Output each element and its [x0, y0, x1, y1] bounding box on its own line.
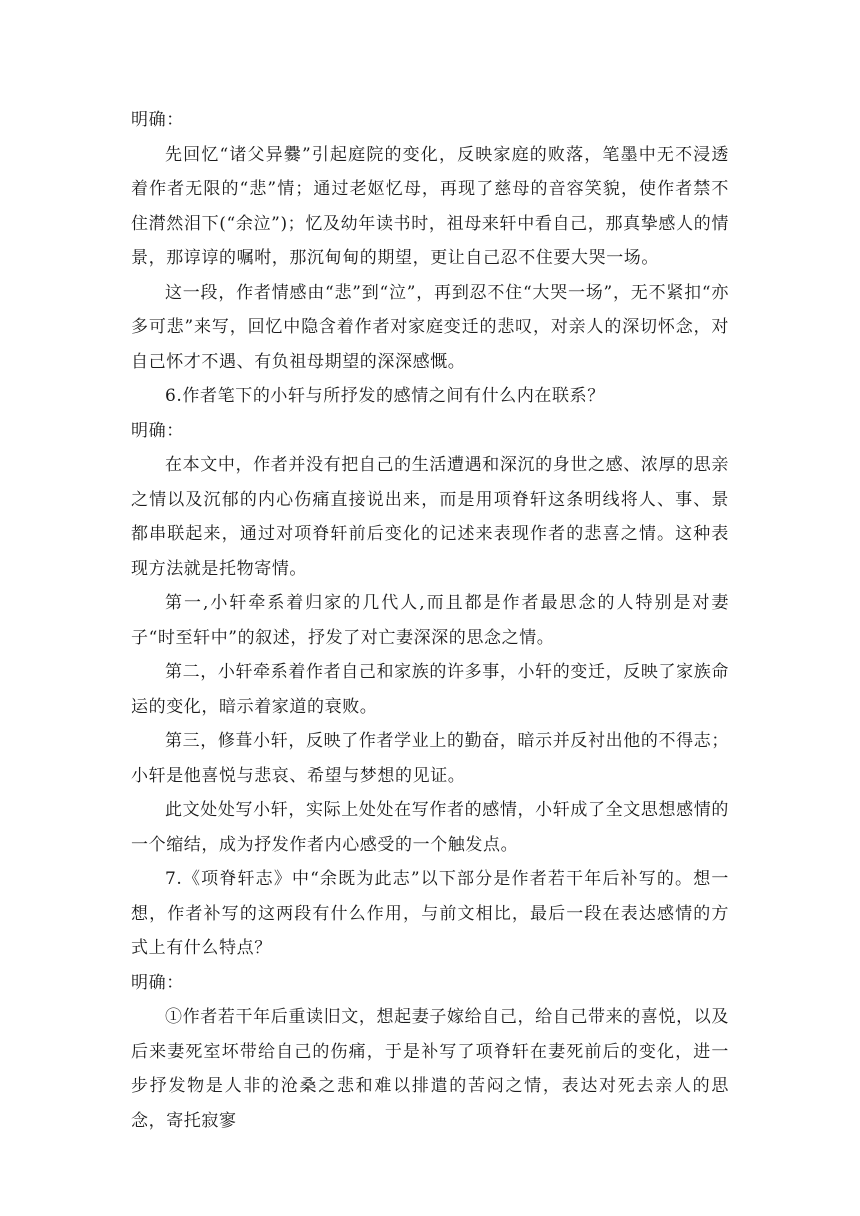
body-paragraph: 在本文中，作者并没有把自己的生活遭遇和深沉的身世之感、浓厚的思亲之情以及沉郁的内心伤痛直接说出来，而是用项脊轩这条明线将人、事、景都串联起来，通过对项脊轩前后变化的记述来表现作者的悲喜之情。这种表现方法就是托物寄情。 — [131, 455, 729, 579]
body-paragraph: 第二，小轩牵系着作者自己和家族的许多事，小轩的变迁，反映了家族命运的变化，暗示着家道的衰败。 — [131, 662, 729, 717]
body-paragraph: 这一段，作者情感由“悲”到“泣”，再到忍不住“大哭一场”，无不紧扣“亦多可悲”来写，回忆中隐含着作者对家庭变迁的悲叹，对亲人的深切怀念，对自己怀才不遇、有负祖母期望的深深感慨。 — [131, 282, 729, 372]
document-body — [131, 103, 729, 1138]
body-paragraph: 第一,小轩牵系着归家的几代人,而且都是作者最思念的人特别是对妻子“时至轩中”的叙述，抒发了对亡妻深深的思念之情。 — [131, 593, 729, 648]
body-paragraph: 此文处处写小轩，实际上处处在写作者的感情，小轩成了全文思想感情的一个缩结，成为抒发作者内心感受的一个触发点。 — [131, 800, 729, 855]
body-paragraph: 先回忆“诸父异爨”引起庭院的变化，反映家庭的败落，笔墨中无不浸透着作者无限的“悲”情；通过老妪忆母，再现了慈母的音容笑貌，使作者禁不住潸然泪下(“余泣”)；忆及幼年读书时，祖母来轩中看自己，那真挚感人的情景，那谆谆的嘱咐，那沉甸甸的期望，更让自己忍不住要大哭一场。 — [131, 144, 729, 268]
answer-label: 明确： — [131, 972, 184, 993]
question-6: 6.作者笔下的小轩与所抒发的感情之间有什么内在联系？ — [165, 386, 605, 406]
body-paragraph: 第三，修葺小轩，反映了作者学业上的勤奋，暗示并反衬出他的不得志；小轩是他喜悦与悲哀、希望与梦想的见证。 — [131, 731, 729, 786]
answer-label: 明确： — [131, 110, 184, 130]
question-7: 7.《项脊轩志》中“余既为此志”以下部分是作者若干年后补写的。想一想，作者补写的这两段有什么作用，与前文相比，最后一段在表达感情的方式上有什么特点？ — [131, 869, 729, 958]
body-paragraph: ①作者若干年后重读旧文，想起妻子嫁给自己，给自己带来的喜悦，以及后来妻死室坏带给自己的伤痛，于是补写了项脊轩在妻死前后的变化，进一步抒发物是人非的沧桑之悲和难以排遣的苦闷之情，表达对死去亲人的思念，寄托寂寥 — [131, 1007, 729, 1131]
answer-label: 明确： — [131, 420, 184, 441]
